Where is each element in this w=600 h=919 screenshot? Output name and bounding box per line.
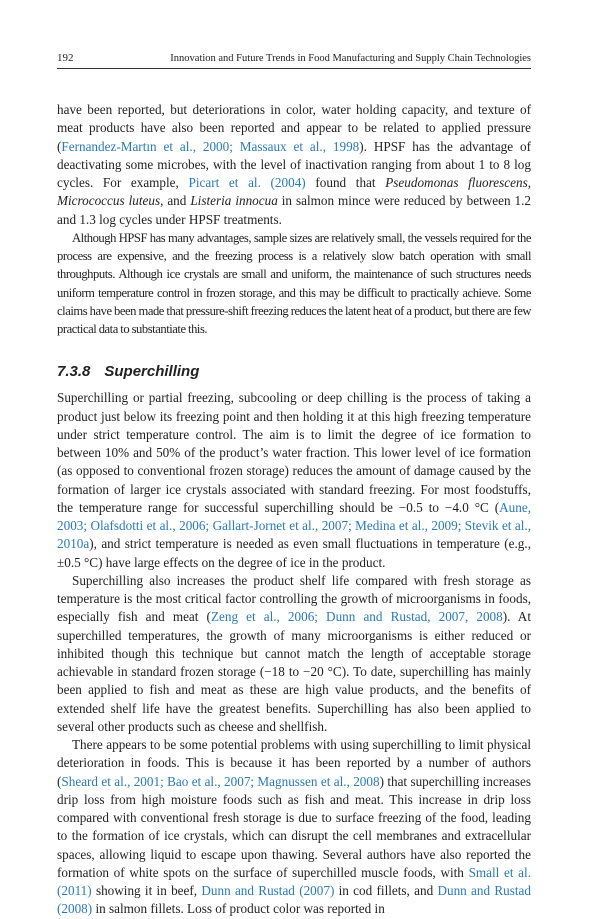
p5-text-d: in cod fillets, and — [334, 883, 438, 898]
page-number: 192 — [57, 52, 74, 64]
p3-text-b: ), and strict temperature is needed as even small fluctuations in temperature (e.g., ±0.5 °C) have large effects on the degree of ice in the product. — [57, 536, 531, 570]
body-text — [57, 101, 531, 919]
paragraph-1 — [57, 101, 531, 229]
citation-link[interactable]: Aune, 2003; Olafsdotti et al., 2006; Gallart-Jornet et al., 2007; Medina et al., 2009; Stevik et al., 2010a — [57, 499, 531, 552]
citation-link[interactable]: Fernandez-Martın et al., 2000; Massaux et al., 1998 — [61, 138, 360, 154]
running-header — [57, 52, 531, 69]
p4-text-a: Superchilling also increases the product shelf life compared with fresh storage as temperature is the most critical factor controlling the growth of microorganisms in foods, especially fish and meat ( — [57, 572, 531, 625]
p1-text-b: ). HPSF has the advantage of deactivating some microbes, with the level of inactivation ranging from about 1 to 8 log cycles. For example, — [57, 138, 531, 190]
species-names: Pseudomonas fluorescens, Micrococcus luteus — [57, 175, 532, 209]
section-heading — [57, 363, 531, 380]
p1-text-d: , and — [160, 193, 191, 209]
citation-link[interactable]: Zeng et al., 2006; Dunn and Rustad, 2007, 2008 — [210, 609, 503, 625]
citation-link[interactable]: Sheard et al., 2001; Bao et al., 2007; Magnussen et al., 2008 — [61, 773, 380, 789]
p1-text-c: found that — [305, 175, 386, 190]
paragraph-2: Although HPSF has many advantages, sample sizes are relatively small, the vessels required for the process are expensive, and the freezing process is a relatively slow batch operation with small throughputs. Although ice crystals are small and uniform, the maintenance of such structures needs uniform temperature control in frozen storage, and this may be difficult to practically achieve. Some claims have been made that pressure-shift freezing reduces the latent heat of a product, but there are few practical data to substantiate this. — [57, 230, 531, 336]
citation-link[interactable]: Small et al. (2011) — [57, 864, 531, 898]
citation-link[interactable]: Dunn and Rustad (2008) — [57, 883, 531, 917]
p3-text-a: Superchilling or partial freezing, subcooling or deep chilling is the process of taking a product just below its freezing point and then holding it at this high freezing temperature under strict temperature control. The aim is to limit the degree of ice formation to between 10% and 50% of the product’s water fraction. This lower level of ice formation (as opposed to conventional frozen storage) reduces the amount of damage caused by the formation of larger ice crystals associated with standard freezing. For most foodstuffs, the temperature range for successful superchilling should be −0.5 to −4.0 °C ( — [57, 390, 531, 515]
citation-link[interactable]: Picart et al. (2004) — [188, 175, 306, 190]
book-page — [57, 52, 531, 919]
p5-text-b: ) that superchilling increases drip loss from high moisture foods such as fish and meat. This increase in drip loss compared with conventional fresh storage is due to surface freezing of the food, leading to the formation of ice crystals, which can disrupt the cell membranes and extracellular spaces, allowing liquid to escape upon thawing. Several authors have also reported the formation of white spots on the surface of superchilled muscle foods, with — [57, 773, 531, 880]
p5-text-a: There appears to be some potential problems with using superchilling to limit physical deterioration in foods. This is because it has been reported by a number of authors ( — [57, 737, 531, 789]
book-title: Innovation and Future Trends in Food Manufacturing and Supply Chain Technologies — [170, 53, 531, 64]
p1-text-e: in salmon mince were reduced by between 1.2 and 1.3 log cycles under HPSF treatments. — [57, 193, 531, 227]
p5-text-c: showing it in beef, — [91, 883, 202, 898]
paragraph-4 — [57, 572, 531, 736]
section-number: 7.3.8 — [57, 363, 91, 381]
p4-text-b: ). At superchilled temperatures, the growth of many microorganisms is either reduced or inhibited though this technique but cannot match the length of acceptable storage achievable in standard frozen storage (−18 to −20 °C). To date, superchilling has mainly been applied to fish and meat as these are high value products, and the benefits of extended shelf life have the greatest benefits. Superchilling has also been applied to several other products such as cheese and shellfish. — [57, 609, 531, 734]
p5-text-e: in salmon fillets. Loss of product color was reported in — [92, 901, 385, 917]
section-title: Superchilling — [104, 363, 200, 381]
citation-link[interactable]: Dunn and Rustad (2007) — [201, 883, 335, 898]
paragraph-3 — [57, 389, 531, 572]
species-name: Listeria innocua — [190, 193, 278, 209]
paragraph-5 — [57, 736, 531, 919]
p1-text-a: have been reported, but deteriorations in color, water holding capacity, and texture of meat products have also been reported and appear to be related to applied pressure ( — [57, 102, 531, 154]
